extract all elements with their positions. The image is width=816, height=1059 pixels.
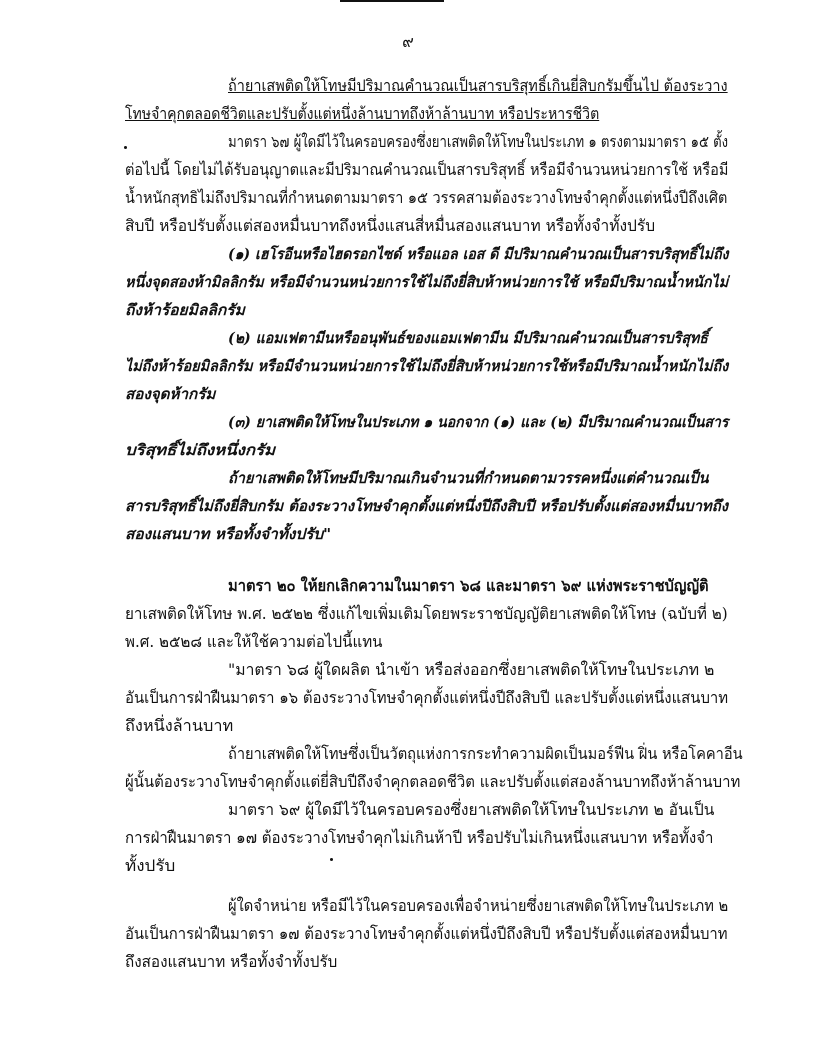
text-line: สองจุดห้ากรัม <box>125 385 216 403</box>
text-line: โทษจำคุกตลอดชีวิตและปรับตั้งแต่หนึ่งล้านบาทถึงห้าล้านบาท หรือประหารชีวิต <box>125 104 600 123</box>
text-line: (๓) ยาเสพติดให้โทษในประเภท ๑ นอกจาก (๑) และ (๒) มีปริมาณคำนวณเป็นสาร <box>228 413 729 431</box>
text-line: (๒) แอมเฟตามีนหรืออนุพันธ์ของแอมเฟตามีน มีปริมาณคำนวณเป็นสารบริสุทธิ์ <box>228 329 708 347</box>
text-line: ผู้ใดจำหน่าย หรือมีไว้ในครอบครองเพื่อจำหน่ายซึ่งยาเสพติดให้โทษในประเภท ๒ <box>228 896 729 915</box>
text-line: ทั้งปรับ <box>125 856 176 875</box>
text-line: ต่อไปนี้ โดยไม่ได้รับอนุญาตและมีปริมาณคำนวณเป็นสารบริสุทธิ์ หรือมีจำนวนหน่วยการใช้ หรือมี <box>125 160 729 179</box>
text-line: ถ้ายาเสพติดให้โทษมีปริมาณเกินจำนวนที่กำหนดตามวรรคหนึ่งแต่คำนวณเป็น <box>228 469 709 487</box>
text-line: สารบริสุทธิ์ไม่ถึงยี่สิบกรัม ต้องระวางโทษจำคุกตั้งแต่หนึ่งปีถึงสิบปี หรือปรับตั้งแต่สองหมื่นบาทถึง <box>125 497 728 515</box>
text-line: ถึงสองแสนบาท หรือทั้งจำทั้งปรับ <box>125 952 338 971</box>
text-line: ไม่ถึงห้าร้อยมิลลิกรัม หรือมีจำนวนหน่วยการใช้ไม่ถึงยี่สิบห้าหน่วยการใช้หรือมีปริมาณน้ำหนักไม่ถึง <box>125 357 729 375</box>
text-line: มาตรา ๖๙ ผู้ใดมีไว้ในครอบครองซึ่งยาเสพติดให้โทษในประเภท ๒ อันเป็น <box>228 800 715 819</box>
text-line: ยาเสพติดให้โทษ พ.ศ. ๒๕๒๒ ซึ่งแก้ไขเพิ่มเติมโดยพระราชบัญญัติยาเสพติดให้โทษ (ฉบับที่ ๒) <box>125 604 728 623</box>
text-line: "มาตรา ๖๘ ผู้ใดผลิต นำเข้า หรือส่งออกซึ่งยาเสพติดให้โทษในประเภท ๒ <box>228 660 715 679</box>
top-rule <box>340 0 444 2</box>
text-line: พ.ศ. ๒๕๒๘ และให้ใช้ความต่อไปนี้แทน <box>125 632 383 651</box>
text-line: หนึ่งจุดสองห้ามิลลิกรัม หรือมีจำนวนหน่วยการใช้ไม่ถึงยี่สิบห้าหน่วยการใช้ หรือมีปริมาณน้ำหนักไม่ <box>125 273 729 291</box>
text-line: ผู้นั้นต้องระวางโทษจำคุกตั้งแต่ยี่สิบปีถึงจำคุกตลอดชีวิต และปรับตั้งแต่สองล้านบาทถึงห้าล้านบาท <box>125 772 741 791</box>
text-line: อันเป็นการฝ่าฝืนมาตรา ๑๗ ต้องระวางโทษจำคุกตั้งแต่หนึ่งปีถึงสิบปี หรือปรับตั้งแต่สองหมื่นบาท <box>125 924 728 943</box>
text-line: ถ้ายาเสพติดให้โทษมีปริมาณคำนวณเป็นสารบริสุทธิ์เกินยี่สิบกรัมขึ้นไป ต้องระวาง <box>228 76 728 95</box>
text-line: การฝ่าฝืนมาตรา ๑๗ ต้องระวางโทษจำคุกไม่เกินห้าปี หรือปรับไม่เกินหนึ่งแสนบาท หรือทั้งจำ <box>125 828 714 847</box>
text-line: มาตรา ๖๗ ผู้ใดมีไว้ในครอบครองซึ่งยาเสพติดให้โทษในประเภท ๑ ตรงตามมาตรา ๑๕ ตั้ง <box>228 132 729 151</box>
text-line: ถึงห้าร้อยมิลลิกรัม <box>125 301 245 319</box>
text-line: สองแสนบาท หรือทั้งจำทั้งปรับ" <box>125 525 332 543</box>
page-number: ๙ <box>402 32 414 51</box>
scan-speck <box>124 146 127 149</box>
text-line: อันเป็นการฝ่าฝืนมาตรา ๑๖ ต้องระวางโทษจำคุกตั้งแต่หนึ่งปีถึงสิบปี และปรับตั้งแต่หนึ่งแสนบาท <box>125 688 729 707</box>
text-line: (๑) เฮโรอีนหรือไฮดรอกไซด์ หรือแอล เอส ดี มีปริมาณคำนวณเป็นสารบริสุทธิ์ไม่ถึง <box>228 245 729 263</box>
text-line: น้ำหนักสุทธิไม่ถึงปริมาณที่กำหนดตามมาตรา ๑๕ วรรคสามต้องระวางโทษจำคุกตั้งแต่หนึ่งปีถึงเศิต <box>125 188 728 207</box>
text-line: ถ้ายาเสพติดให้โทษซึ่งเป็นวัตถุแห่งการกระทำความผิดเป็นมอร์ฟีน ฝิ่น หรือโคคาอีน <box>228 744 743 763</box>
text-line: ถึงหนึ่งล้านบาท <box>125 716 234 735</box>
text-line: บริสุทธิ์ไม่ถึงหนึ่งกรัม <box>125 441 276 459</box>
scan-speck <box>330 858 333 861</box>
text-line: มาตรา ๒๐ ให้ยกเลิกความในมาตรา ๖๘ และมาตรา ๖๙ แห่งพระราชบัญญัติ <box>228 576 709 595</box>
text-line: สิบปี หรือปรับตั้งแต่สองหมื่นบาทถึงหนึ่งแสนสี่หมื่นสองแสนบาท หรือทั้งจำทั้งปรับ <box>125 216 656 235</box>
